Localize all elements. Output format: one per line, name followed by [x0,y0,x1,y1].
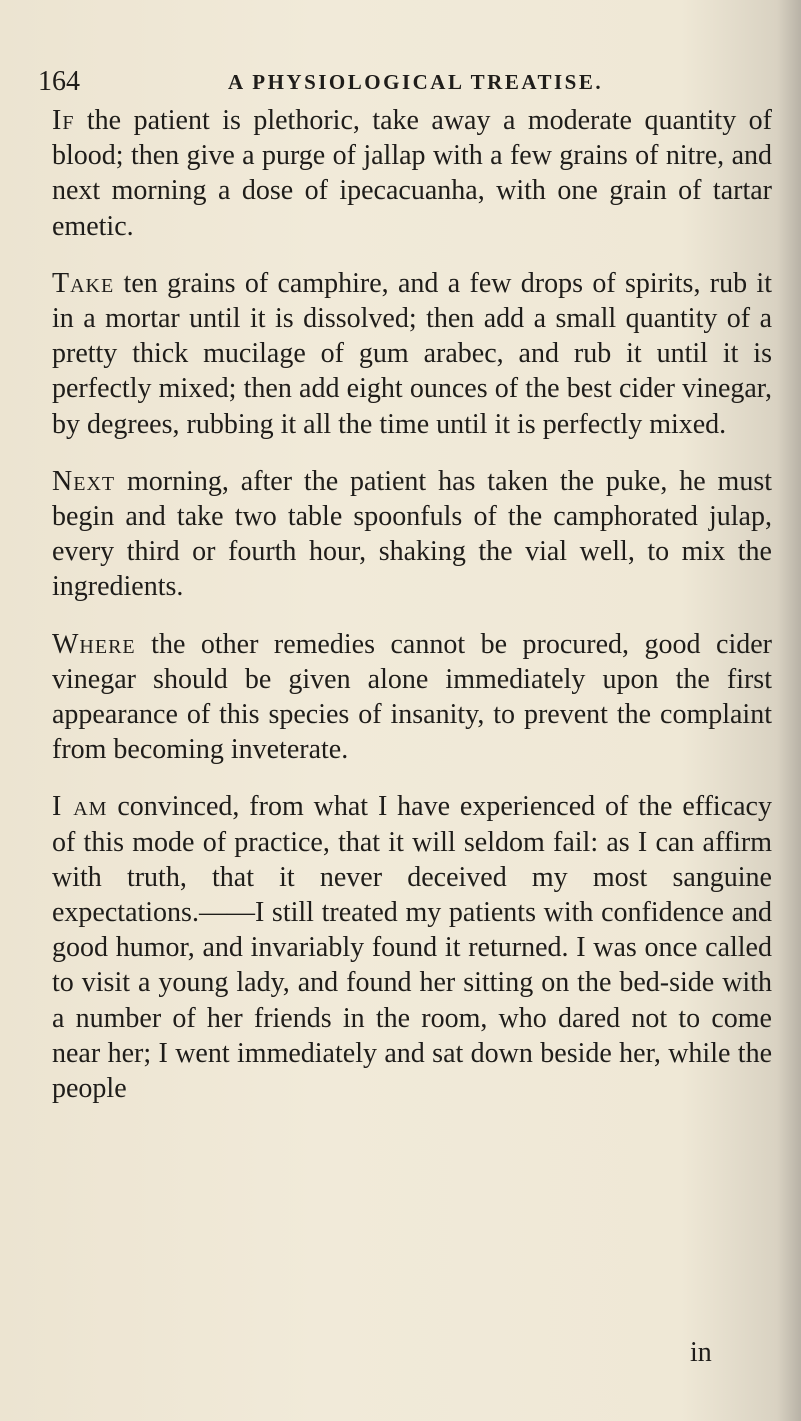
paragraph-3 [52,464,772,605]
paragraph-text: convinced, from what I have experienced of the efficacy of this mode of practice, that it will seldom fail: as I can affirm with truth, that it never deceived my most sanguine expectations.——I still treated my patients with confidence and good humor, and invariably found it returned. I was once called to visit a young lady, and found her sitting on the bed-side with a number of her friends in the room, who dared not to come near her; I went immediately and sat down beside her, while the people [52,791,772,1105]
catchword: in [690,1337,712,1368]
body-text [52,103,772,1128]
paragraph-lead: I am [52,791,108,823]
paragraph-text: the other remedies cannot be procured, good cider vinegar should be given alone immediately upon the first appearance of this species of insanity, to prevent the complaint from becoming inveterate. [52,628,772,766]
paragraph-5 [52,789,772,1106]
paragraph-lead: Next [52,465,116,497]
paragraph-text: ten grains of camphire, and a few drops of spirits, rub it in a mortar until it is dissolved; then add a small quantity of a pretty thick mucilage of gum arabec, and rub it until it is perfectly mixed; then add eight ounces of the best cider vinegar, by degrees, rubbing it all the time until it is perfectly mixed. [52,267,772,440]
paragraph-1 [52,103,772,244]
page-header [38,66,738,98]
paragraph-4 [52,627,772,768]
paragraph-lead: Take [52,267,115,299]
running-head: A PHYSIOLOGICAL TREATISE. [228,70,604,94]
paragraph-lead: Where [52,628,136,660]
paragraph-2 [52,266,772,442]
paragraph-text: morning, after the patient has taken the puke, he must begin and take two table spoonfuls of the camphorated julap, every third or fourth hour, shaking the vial well, to mix the ingredients. [52,465,772,603]
paragraph-lead: If [52,105,75,136]
page-number: 164 [38,66,80,97]
paragraph-text: the patient is plethoric, take away a moderate quantity of blood; then give a purge of jallap with a few grains of nitre, and next morning a dose of ipecacuanha, with one grain of tartar emetic. [52,105,772,242]
